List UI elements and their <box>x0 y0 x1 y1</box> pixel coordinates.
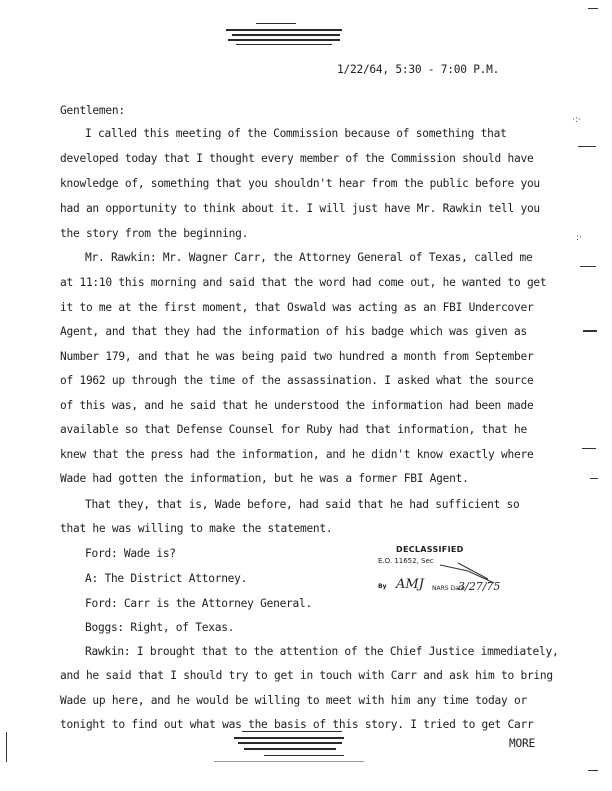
text-line: knowledge of, something that you shouldn't hear from the public before you <box>60 177 540 190</box>
text-line: and he said that I should try to get in touch with Carr and ask him to bring <box>60 669 553 682</box>
text-line: that he was willing to make the statement. <box>60 522 333 535</box>
margin-mark <box>6 732 7 762</box>
margin-speck: :· <box>576 233 582 243</box>
text-line: of 1962 up through the time of the assassination. I asked what the source <box>60 374 534 387</box>
text-line: I called this meeting of the Commission because of something that <box>85 127 507 140</box>
date-time-line: 1/22/64, 5:30 - 7:00 P.M. <box>337 63 500 76</box>
text-line: the story from the beginning. <box>60 227 249 240</box>
text-line: Mr. Rawkin: Mr. Wagner Carr, the Attorney General of Texas, called me <box>85 251 533 264</box>
nars-date-label: NARS Date <box>432 585 465 592</box>
text-line: had an opportunity to think about it. I will just have Mr. Rawkin tell you <box>60 202 540 215</box>
dialogue-line: Ford: Carr is the Attorney General. <box>85 597 312 610</box>
text-line: available so that Defense Counsel for Ruby had that information, that he <box>60 423 527 436</box>
declassification-stamp <box>378 545 501 607</box>
text-line: Number 179, and that he was being paid two hundred a month from September <box>60 350 534 363</box>
redacted-classification-stamp-bottom <box>234 727 346 761</box>
stamp-scribble <box>438 561 498 587</box>
text-line: knew that the press had the information, and he didn't know exactly where <box>60 448 534 461</box>
text-line: Wade had gotten the information, but he was a former FBI Agent. <box>60 472 469 485</box>
declassification-date: 3/27/75 <box>458 580 501 593</box>
text-line: tonight to find out what was the basis of this story. I tried to get Carr <box>60 718 534 731</box>
margin-speck: ·:· <box>572 115 581 125</box>
text-line: Rawkin: I brought that to the attention of the Chief Justice immediately, <box>85 645 559 658</box>
declassified-label: DECLASSIFIED <box>396 545 464 554</box>
redacted-classification-stamp-top <box>226 23 344 53</box>
margin-mark <box>588 8 598 9</box>
reviewer-signature: AMJ <box>396 577 424 592</box>
text-line: at 11:10 this morning and said that the word had come out, he wanted to get <box>60 276 547 289</box>
salutation: Gentlemen: <box>60 104 125 117</box>
margin-mark <box>590 478 598 479</box>
by-label: By <box>378 583 387 590</box>
text-line: it to me at the first moment, that Oswald was acting as an FBI Undercover <box>60 301 534 314</box>
dialogue-line: A: The District Attorney. <box>85 572 248 585</box>
text-line: Agent, and that they had the information of his badge which was given as <box>60 325 527 338</box>
margin-mark <box>582 448 596 449</box>
margin-mark <box>588 770 598 771</box>
dialogue-line: Ford: Wade is? <box>85 547 176 560</box>
margin-mark <box>578 146 596 147</box>
dialogue-line: Boggs: Right, of Texas. <box>85 621 235 634</box>
continuation-marker: MORE <box>509 737 535 750</box>
text-line: of this was, and he said that he understood the information had been made <box>60 399 534 412</box>
text-line: That they, that is, Wade before, had said that he had sufficient so <box>85 498 520 511</box>
margin-mark <box>580 266 596 267</box>
text-line: developed today that I thought every member of the Commission should have <box>60 152 534 165</box>
margin-mark <box>583 330 597 332</box>
eo-reference: E.O. 11652, Sec <box>378 557 434 565</box>
text-line: Wade up here, and he would be willing to meet with him any time today or <box>60 694 527 707</box>
